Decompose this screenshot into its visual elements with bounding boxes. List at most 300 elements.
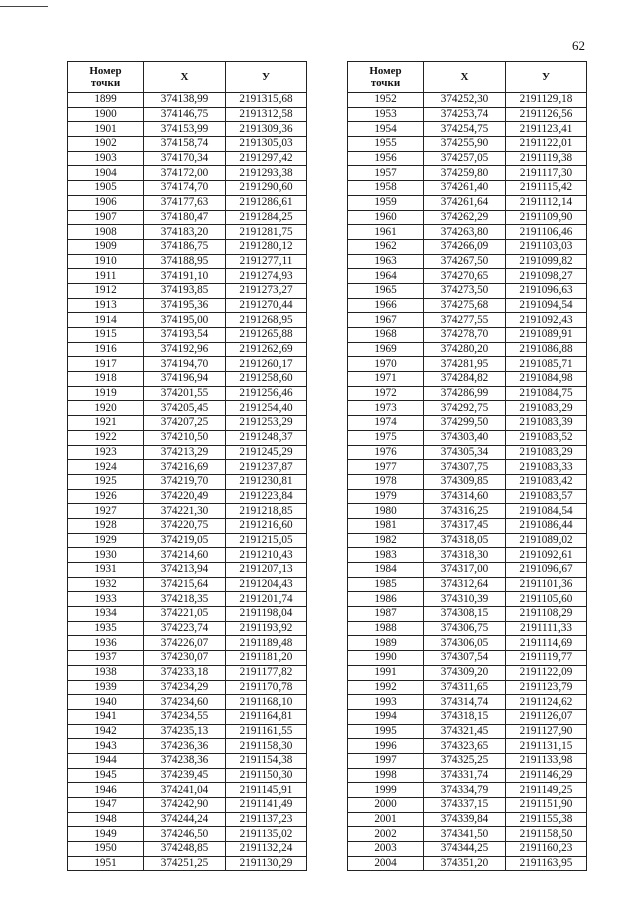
table-row: [68, 107, 307, 122]
x-coordinate-cell: 374339,84: [424, 812, 506, 827]
header-line-1: Номер: [89, 65, 122, 77]
x-coordinate-cell: 374221,05: [144, 607, 226, 622]
table-row: [68, 372, 307, 387]
x-coordinate-cell: 374215,64: [144, 577, 226, 592]
point-number-cell: 1899: [68, 93, 144, 108]
point-number-cell: 1960: [348, 210, 424, 225]
y-coordinate-cell: 2191092,43: [506, 313, 587, 328]
point-number-cell: 1976: [348, 445, 424, 460]
y-coordinate-cell: 2191216,60: [226, 518, 307, 533]
table-row: [68, 195, 307, 210]
point-number-cell: 2001: [348, 812, 424, 827]
point-number-cell: 1963: [348, 254, 424, 269]
point-number-cell: 1936: [68, 636, 144, 651]
point-number-cell: 1958: [348, 181, 424, 196]
table-row: [68, 328, 307, 343]
table-row: [348, 842, 587, 857]
table-row: [68, 283, 307, 298]
y-coordinate-cell: 2191164,81: [226, 709, 307, 724]
x-coordinate-cell: 374261,64: [424, 195, 506, 210]
table-row: [68, 724, 307, 739]
point-number-cell: 1981: [348, 518, 424, 533]
y-coordinate-cell: 2191096,63: [506, 283, 587, 298]
x-coordinate-cell: 374219,70: [144, 474, 226, 489]
x-coordinate-cell: 374192,96: [144, 342, 226, 357]
x-coordinate-cell: 374261,40: [424, 181, 506, 196]
table-row: [68, 651, 307, 666]
x-coordinate-cell: 374213,94: [144, 563, 226, 578]
y-coordinate-cell: 2191154,38: [226, 753, 307, 768]
x-coordinate-cell: 374177,63: [144, 195, 226, 210]
point-number-cell: 1988: [348, 621, 424, 636]
x-coordinate-cell: 374138,99: [144, 93, 226, 108]
table-row: [68, 298, 307, 313]
y-coordinate-cell: 2191168,10: [226, 695, 307, 710]
x-coordinate-cell: 374158,74: [144, 137, 226, 152]
y-coordinate-cell: 2191218,85: [226, 504, 307, 519]
point-number-cell: 1998: [348, 768, 424, 783]
x-coordinate-cell: 374153,99: [144, 122, 226, 137]
y-coordinate-cell: 2191130,29: [226, 856, 307, 871]
y-coordinate-cell: 2191083,57: [506, 489, 587, 504]
page-number: 62: [572, 38, 585, 53]
point-number-cell: 1980: [348, 504, 424, 519]
table-row: [68, 856, 307, 871]
table-row: [68, 342, 307, 357]
point-number-cell: 1908: [68, 225, 144, 240]
table-row: [348, 621, 587, 636]
point-number-cell: 1915: [68, 328, 144, 343]
x-coordinate-cell: 374188,95: [144, 254, 226, 269]
point-number-cell: 1968: [348, 328, 424, 343]
table-row: [348, 636, 587, 651]
table-row: [68, 798, 307, 813]
x-coordinate-cell: 374195,00: [144, 313, 226, 328]
table-row: [348, 474, 587, 489]
point-number-cell: 1935: [68, 621, 144, 636]
point-number-header: [348, 62, 424, 93]
table-row: [68, 210, 307, 225]
table-row: [68, 783, 307, 798]
x-coordinate-cell: 374307,75: [424, 460, 506, 475]
table-row: [348, 489, 587, 504]
x-coordinate-cell: 374266,09: [424, 239, 506, 254]
x-coordinate-cell: 374223,74: [144, 621, 226, 636]
table-row: [68, 709, 307, 724]
x-coordinate-cell: 374226,07: [144, 636, 226, 651]
point-number-cell: 2000: [348, 798, 424, 813]
point-number-cell: 1984: [348, 563, 424, 578]
y-coordinate-cell: 2191133,98: [506, 753, 587, 768]
y-coordinate-cell: 2191150,30: [226, 768, 307, 783]
y-coordinate-cell: 2191127,90: [506, 724, 587, 739]
x-coordinate-cell: 374235,13: [144, 724, 226, 739]
point-number-cell: 1933: [68, 592, 144, 607]
header-line-2: точки: [90, 77, 121, 89]
point-number-cell: 1948: [68, 812, 144, 827]
y-coordinate-cell: 2191115,42: [506, 181, 587, 196]
y-coordinate-cell: 2191137,23: [226, 812, 307, 827]
table-row: [68, 592, 307, 607]
table-row: [348, 210, 587, 225]
point-number-cell: 1996: [348, 739, 424, 754]
y-coordinate-cell: 2191084,54: [506, 504, 587, 519]
table-row: [348, 401, 587, 416]
x-coordinate-cell: 374267,50: [424, 254, 506, 269]
point-number-cell: 1905: [68, 181, 144, 196]
table-row: [348, 342, 587, 357]
x-coordinate-cell: 374194,70: [144, 357, 226, 372]
point-number-cell: 1944: [68, 753, 144, 768]
point-number-cell: 1922: [68, 430, 144, 445]
table-row: [348, 460, 587, 475]
y-coordinate-cell: 2191141,49: [226, 798, 307, 813]
point-number-cell: 1926: [68, 489, 144, 504]
table-body-right: [348, 93, 587, 871]
table-row: [348, 607, 587, 622]
y-coordinate-cell: 2191193,92: [226, 621, 307, 636]
table-row: [68, 122, 307, 137]
table-row: [348, 298, 587, 313]
point-number-cell: 1950: [68, 842, 144, 857]
table-row: [348, 195, 587, 210]
point-number-cell: 1919: [68, 386, 144, 401]
table-row: [348, 533, 587, 548]
x-coordinate-cell: 374238,36: [144, 753, 226, 768]
x-coordinate-cell: 374246,50: [144, 827, 226, 842]
y-coordinate-cell: 2191086,44: [506, 518, 587, 533]
x-coordinate-cell: 374186,75: [144, 239, 226, 254]
y-coordinate-cell: 2191258,60: [226, 372, 307, 387]
table-row: [348, 151, 587, 166]
y-coordinate-cell: 2191256,46: [226, 386, 307, 401]
point-number-cell: 1993: [348, 695, 424, 710]
point-number-cell: 1913: [68, 298, 144, 313]
table-row: [348, 812, 587, 827]
point-number-cell: 1901: [68, 122, 144, 137]
table-row: [348, 518, 587, 533]
y-coordinate-cell: 2191170,78: [226, 680, 307, 695]
table-row: [68, 401, 307, 416]
point-number-cell: 1952: [348, 93, 424, 108]
x-coordinate-cell: 374220,75: [144, 518, 226, 533]
y-coordinate-cell: 2191260,17: [226, 357, 307, 372]
table-row: [348, 254, 587, 269]
x-coordinate-cell: 374191,10: [144, 269, 226, 284]
y-coordinate-cell: 2191284,25: [226, 210, 307, 225]
x-coordinate-cell: 374201,55: [144, 386, 226, 401]
table-row: [348, 166, 587, 181]
point-number-cell: 1917: [68, 357, 144, 372]
table-row: [348, 548, 587, 563]
y-coordinate-cell: 2191092,61: [506, 548, 587, 563]
y-coordinate-cell: 2191126,07: [506, 709, 587, 724]
point-number-cell: 1991: [348, 665, 424, 680]
x-coordinate-cell: 374220,49: [144, 489, 226, 504]
x-coordinate-cell: 374214,60: [144, 548, 226, 563]
point-number-cell: 1983: [348, 548, 424, 563]
point-number-cell: 1904: [68, 166, 144, 181]
y-coordinate-cell: 2191089,91: [506, 328, 587, 343]
table-row: [348, 592, 587, 607]
point-number-cell: 1971: [348, 372, 424, 387]
point-number-cell: 1954: [348, 122, 424, 137]
point-number-cell: 1921: [68, 416, 144, 431]
point-number-cell: 1982: [348, 533, 424, 548]
table-row: [68, 239, 307, 254]
table-row: [348, 107, 587, 122]
x-coordinate-cell: 374242,90: [144, 798, 226, 813]
point-number-cell: 1939: [68, 680, 144, 695]
y-coordinate-cell: 2191237,87: [226, 460, 307, 475]
table-row: [68, 548, 307, 563]
y-coordinate-cell: 2191290,60: [226, 181, 307, 196]
x-coordinate-cell: 374262,29: [424, 210, 506, 225]
y-coordinate-cell: 2191245,29: [226, 445, 307, 460]
x-coordinate-cell: 374341,50: [424, 827, 506, 842]
x-coordinate-cell: 374248,85: [144, 842, 226, 857]
point-number-cell: 1912: [68, 283, 144, 298]
y-coordinate-cell: 2191309,36: [226, 122, 307, 137]
table-row: [348, 709, 587, 724]
point-number-cell: 1903: [68, 151, 144, 166]
y-coordinate-cell: 2191145,91: [226, 783, 307, 798]
point-number-cell: 1923: [68, 445, 144, 460]
point-number-cell: 1997: [348, 753, 424, 768]
y-coordinate-cell: 2191253,29: [226, 416, 307, 431]
y-coordinate-cell: 2191089,02: [506, 533, 587, 548]
x-coordinate-cell: 374309,20: [424, 665, 506, 680]
y-coordinate-cell: 2191158,30: [226, 739, 307, 754]
x-coordinate-cell: 374170,34: [144, 151, 226, 166]
x-coordinate-cell: 374305,34: [424, 445, 506, 460]
x-coordinate-cell: 374303,40: [424, 430, 506, 445]
x-coordinate-cell: 374221,30: [144, 504, 226, 519]
point-number-cell: 1924: [68, 460, 144, 475]
point-number-cell: 1907: [68, 210, 144, 225]
table-row: [68, 665, 307, 680]
x-coordinate-cell: 374252,30: [424, 93, 506, 108]
x-coordinate-cell: 374234,55: [144, 709, 226, 724]
x-coordinate-cell: 374310,39: [424, 592, 506, 607]
table-row: [68, 768, 307, 783]
x-coordinate-cell: 374146,75: [144, 107, 226, 122]
y-coordinate-cell: 2191274,93: [226, 269, 307, 284]
x-coordinate-cell: 374236,36: [144, 739, 226, 754]
y-header: У: [226, 62, 307, 93]
y-coordinate-cell: 2191122,01: [506, 137, 587, 152]
point-number-cell: 1975: [348, 430, 424, 445]
x-coordinate-cell: 374195,36: [144, 298, 226, 313]
table-row: [68, 430, 307, 445]
x-coordinate-cell: 374180,47: [144, 210, 226, 225]
x-coordinate-cell: 374284,82: [424, 372, 506, 387]
x-coordinate-cell: 374263,80: [424, 225, 506, 240]
point-number-cell: 1953: [348, 107, 424, 122]
point-number-cell: 1910: [68, 254, 144, 269]
y-coordinate-cell: 2191083,52: [506, 430, 587, 445]
x-coordinate-cell: 374308,15: [424, 607, 506, 622]
x-coordinate-cell: 374318,15: [424, 709, 506, 724]
y-coordinate-cell: 2191210,43: [226, 548, 307, 563]
table-row: [348, 181, 587, 196]
x-header: X: [144, 62, 226, 93]
point-number-cell: 1970: [348, 357, 424, 372]
y-coordinate-cell: 2191280,12: [226, 239, 307, 254]
x-coordinate-cell: 374259,80: [424, 166, 506, 181]
y-coordinate-cell: 2191129,18: [506, 93, 587, 108]
y-coordinate-cell: 2191085,71: [506, 357, 587, 372]
table-row: [348, 783, 587, 798]
point-number-cell: 1961: [348, 225, 424, 240]
x-coordinate-cell: 374281,95: [424, 357, 506, 372]
x-coordinate-cell: 374234,29: [144, 680, 226, 695]
point-number-cell: 1928: [68, 518, 144, 533]
point-number-cell: 1911: [68, 269, 144, 284]
table-row: [348, 122, 587, 137]
table-row: [348, 328, 587, 343]
point-number-cell: 1985: [348, 577, 424, 592]
table-row: [348, 753, 587, 768]
x-coordinate-cell: 374312,64: [424, 577, 506, 592]
y-coordinate-cell: 2191281,75: [226, 225, 307, 240]
x-coordinate-cell: 374321,45: [424, 724, 506, 739]
table-row: [68, 621, 307, 636]
y-coordinate-cell: 2191273,27: [226, 283, 307, 298]
x-coordinate-cell: 374210,50: [144, 430, 226, 445]
point-number-cell: 1955: [348, 137, 424, 152]
x-coordinate-cell: 374207,25: [144, 416, 226, 431]
point-number-cell: 1992: [348, 680, 424, 695]
table-row: [348, 724, 587, 739]
point-number-cell: 1902: [68, 137, 144, 152]
point-number-cell: 1945: [68, 768, 144, 783]
x-coordinate-cell: 374257,05: [424, 151, 506, 166]
x-coordinate-cell: 374174,70: [144, 181, 226, 196]
table-row: [348, 430, 587, 445]
table-row: [68, 753, 307, 768]
y-coordinate-cell: 2191315,68: [226, 93, 307, 108]
point-number-cell: 1978: [348, 474, 424, 489]
point-number-cell: 1990: [348, 651, 424, 666]
x-coordinate-cell: 374316,25: [424, 504, 506, 519]
point-number-cell: 1941: [68, 709, 144, 724]
point-number-cell: 1916: [68, 342, 144, 357]
y-coordinate-cell: 2191135,02: [226, 827, 307, 842]
table-row: [68, 518, 307, 533]
y-coordinate-cell: 2191305,03: [226, 137, 307, 152]
table-row: [348, 283, 587, 298]
point-number-cell: 1979: [348, 489, 424, 504]
x-coordinate-cell: 374239,45: [144, 768, 226, 783]
y-coordinate-cell: 2191265,88: [226, 328, 307, 343]
x-coordinate-cell: 374318,05: [424, 533, 506, 548]
y-coordinate-cell: 2191106,46: [506, 225, 587, 240]
x-coordinate-cell: 374337,15: [424, 798, 506, 813]
table-row: [68, 93, 307, 108]
point-number-cell: 1929: [68, 533, 144, 548]
x-header: X: [424, 62, 506, 93]
table-row: [68, 504, 307, 519]
y-coordinate-cell: 2191161,55: [226, 724, 307, 739]
table-row: [348, 798, 587, 813]
y-coordinate-cell: 2191297,42: [226, 151, 307, 166]
point-number-cell: 1969: [348, 342, 424, 357]
y-coordinate-cell: 2191111,33: [506, 621, 587, 636]
y-coordinate-cell: 2191286,61: [226, 195, 307, 210]
x-coordinate-cell: 374317,00: [424, 563, 506, 578]
x-coordinate-cell: 374255,90: [424, 137, 506, 152]
x-coordinate-cell: 374241,04: [144, 783, 226, 798]
point-number-cell: 1918: [68, 372, 144, 387]
table-row: [68, 313, 307, 328]
table-row: [68, 577, 307, 592]
x-coordinate-cell: 374307,54: [424, 651, 506, 666]
point-number-cell: 1949: [68, 827, 144, 842]
y-coordinate-cell: 2191248,37: [226, 430, 307, 445]
y-coordinate-cell: 2191262,69: [226, 342, 307, 357]
y-coordinate-cell: 2191101,36: [506, 577, 587, 592]
table-row: [68, 181, 307, 196]
point-number-cell: 1964: [348, 269, 424, 284]
x-coordinate-cell: 374325,25: [424, 753, 506, 768]
point-number-cell: 1937: [68, 651, 144, 666]
y-coordinate-cell: 2191223,84: [226, 489, 307, 504]
x-coordinate-cell: 374317,45: [424, 518, 506, 533]
table-row: [68, 739, 307, 754]
x-coordinate-cell: 374193,54: [144, 328, 226, 343]
y-coordinate-cell: 2191083,33: [506, 460, 587, 475]
table-row: [68, 151, 307, 166]
table-row: [68, 269, 307, 284]
x-coordinate-cell: 374278,70: [424, 328, 506, 343]
table-row: [68, 695, 307, 710]
y-coordinate-cell: 2191083,29: [506, 445, 587, 460]
x-coordinate-cell: 374299,50: [424, 416, 506, 431]
point-number-cell: 1900: [68, 107, 144, 122]
table-row: [348, 357, 587, 372]
y-coordinate-cell: 2191293,38: [226, 166, 307, 181]
x-coordinate-cell: 374218,35: [144, 592, 226, 607]
y-coordinate-cell: 2191123,41: [506, 122, 587, 137]
table-row: [348, 137, 587, 152]
table-row: [68, 460, 307, 475]
y-coordinate-cell: 2191270,44: [226, 298, 307, 313]
table-row: [348, 577, 587, 592]
y-coordinate-cell: 2191132,24: [226, 842, 307, 857]
table-header-row: [348, 62, 587, 93]
table-row: [348, 386, 587, 401]
coordinates-table-right: [347, 61, 587, 871]
point-number-cell: 1946: [68, 783, 144, 798]
point-number-cell: 1906: [68, 195, 144, 210]
x-coordinate-cell: 374219,05: [144, 533, 226, 548]
y-coordinate-cell: 2191096,67: [506, 563, 587, 578]
point-number-cell: 1942: [68, 724, 144, 739]
y-coordinate-cell: 2191312,58: [226, 107, 307, 122]
table-row: [68, 636, 307, 651]
table-row: [348, 695, 587, 710]
table-row: [68, 489, 307, 504]
x-coordinate-cell: 374253,74: [424, 107, 506, 122]
x-coordinate-cell: 374280,20: [424, 342, 506, 357]
y-coordinate-cell: 2191083,29: [506, 401, 587, 416]
y-coordinate-cell: 2191207,13: [226, 563, 307, 578]
y-coordinate-cell: 2191177,82: [226, 665, 307, 680]
point-number-cell: 1986: [348, 592, 424, 607]
x-coordinate-cell: 374172,00: [144, 166, 226, 181]
y-coordinate-cell: 2191146,29: [506, 768, 587, 783]
